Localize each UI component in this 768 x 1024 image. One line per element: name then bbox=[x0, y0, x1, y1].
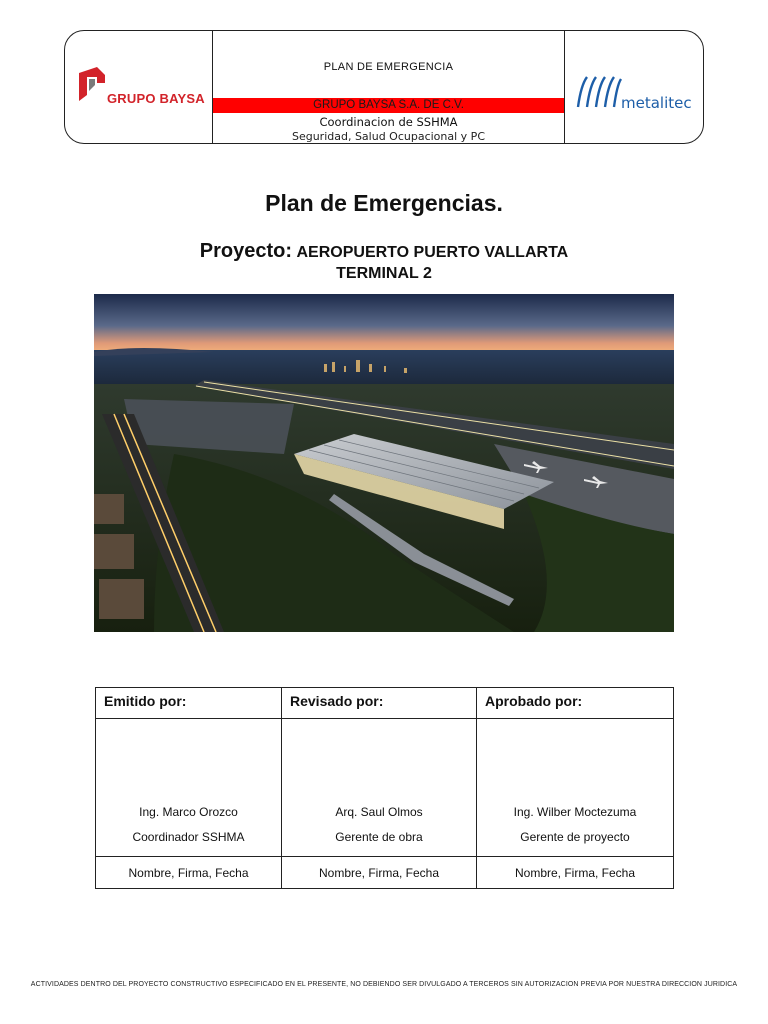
reviewer-signature-label: Nombre, Firma, Fecha bbox=[282, 857, 477, 889]
company-name-band: GRUPO BAYSA S.A. DE C.V. bbox=[213, 98, 564, 113]
issued-by-cell bbox=[96, 719, 282, 857]
approved-by-header: Aprobado por: bbox=[477, 688, 674, 719]
metalitec-logo-text: metalitec bbox=[621, 94, 692, 112]
issuer-role: Coordinador SSHMA bbox=[132, 830, 245, 844]
approver-name: Ing. Wilber Moctezuma bbox=[513, 805, 637, 819]
document-header bbox=[64, 30, 704, 144]
department-name: Coordinacion de SSHMA bbox=[319, 115, 458, 129]
metalitec-logo-cell bbox=[565, 31, 703, 143]
metalitec-logo-icon bbox=[575, 71, 623, 111]
issuer-signature-label: Nombre, Firma, Fecha bbox=[96, 857, 282, 889]
department-full-name: Seguridad, Salud Ocupacional y PC bbox=[291, 130, 486, 143]
approver-role: Gerente de proyecto bbox=[520, 830, 630, 844]
grupo-baysa-logo-text: GRUPO BAYSA bbox=[107, 91, 205, 106]
project-label: Proyecto: bbox=[199, 240, 293, 262]
page-title: Plan de Emergencias. bbox=[265, 190, 503, 216]
project-line bbox=[0, 240, 768, 263]
signature-header-row bbox=[96, 688, 674, 719]
header-title-cell bbox=[213, 31, 565, 143]
grupo-baysa-logo-cell bbox=[65, 31, 213, 143]
confidentiality-footer: ACTIVIDADES DENTRO DEL PROYECTO CONSTRUCTIVO ESPECIFICADO EN EL PRESENTE, NO DEBIENDO SER DIVULGADO A TERCEROS SIN AUTORIZACION PREVIA POR NUESTRA DIRECCION JURIDICA bbox=[30, 981, 738, 988]
grupo-baysa-logo-icon bbox=[75, 65, 109, 107]
project-subtitle: TERMINAL 2 bbox=[336, 265, 432, 282]
document-type: PLAN DE EMERGENCIA bbox=[323, 61, 454, 73]
issued-by-header: Emitido por: bbox=[96, 688, 282, 719]
approved-by-cell bbox=[477, 719, 674, 857]
reviewed-by-header: Revisado por: bbox=[282, 688, 477, 719]
reviewer-name: Arq. Saul Olmos bbox=[335, 805, 423, 819]
issuer-name: Ing. Marco Orozco bbox=[139, 805, 238, 819]
signature-body-row bbox=[96, 719, 674, 857]
approver-signature-label: Nombre, Firma, Fecha bbox=[477, 857, 674, 889]
reviewed-by-cell bbox=[282, 719, 477, 857]
project-name: AEROPUERTO PUERTO VALLARTA bbox=[296, 244, 569, 261]
reviewer-role: Gerente de obra bbox=[335, 830, 423, 844]
airport-terminal-photo bbox=[94, 294, 674, 632]
signature-footer-row bbox=[96, 857, 674, 889]
signature-table bbox=[95, 687, 674, 889]
